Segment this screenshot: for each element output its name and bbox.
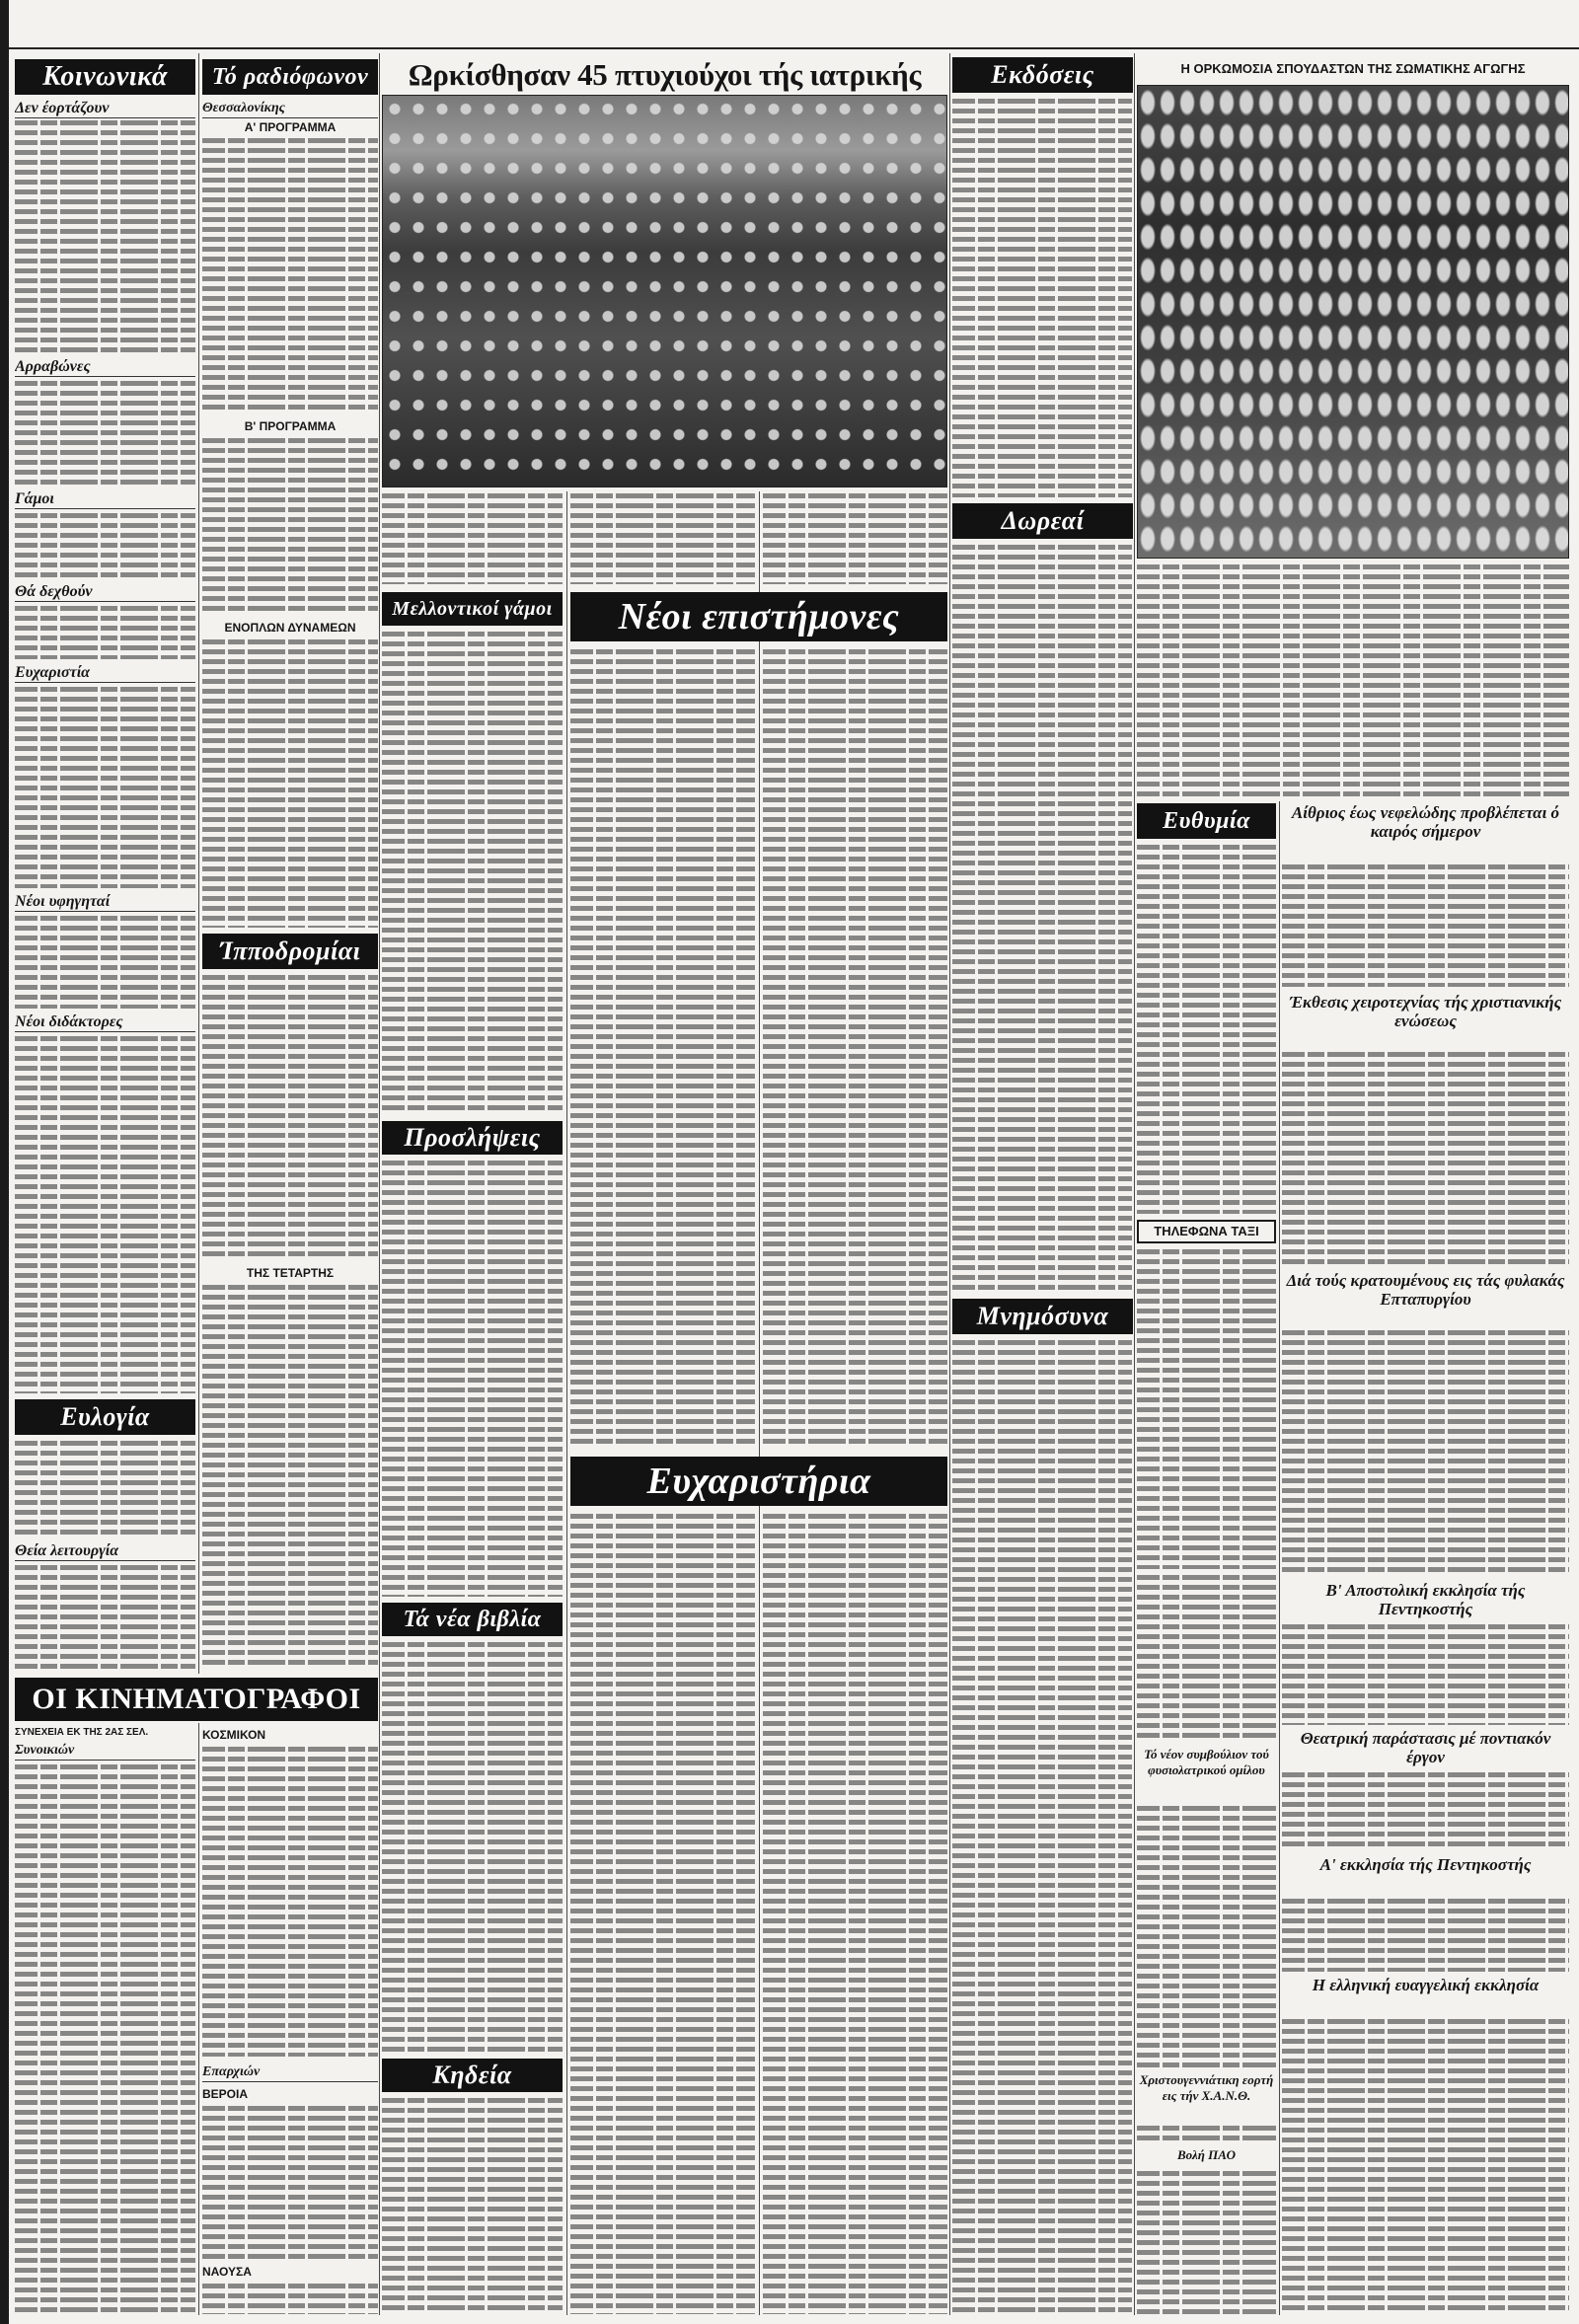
social-banner: Κοινωνικά: [15, 59, 195, 95]
column-rule: [198, 53, 199, 1674]
taxi-phones-title: ΤΗΛΕΦΩΝΑ ΤΑΞΙ: [1137, 1220, 1276, 1243]
not-celebrating-heading: Δεν έορτάζουν: [15, 99, 195, 118]
wednesday-heading: ΤΗΣ ΤΕΤΑΡΤΗΣ: [246, 1266, 335, 1280]
article-text: [1282, 864, 1569, 987]
program-a-heading: Α' ΠΡΟΓΡΑΜΜΑ: [244, 120, 337, 134]
races-banner: Ίπποδρομίαι: [202, 934, 378, 969]
new-doctors-heading: Νέοι διδάκτορες: [15, 1012, 195, 1032]
prisoners-heading: Διά τούς κρατουμένους εις τάς φυλακάς Επταπυργίου: [1286, 1271, 1565, 1309]
council-heading: Τό νέον συμβούλιον τού φυσιολατρικού ομίλου: [1144, 1747, 1269, 1777]
article-text: [382, 493, 563, 584]
cinemas-banner: ΟΙ ΚΙΝΗΜΑΤΟΓΡΑΦΟΙ: [15, 1678, 378, 1721]
liturgy-heading: Θεία λειτουργία: [15, 1541, 195, 1561]
article-text: [382, 2098, 563, 2314]
b-church-heading: Β' Αποστολική εκκλησία τής Πεντηκοστής: [1325, 1581, 1526, 1618]
article-text: [1282, 1624, 1569, 1725]
graduates-photo: [382, 95, 947, 487]
thanks-heading: Ευχαριστία: [15, 663, 195, 683]
city-veroia: ΒΕΡΟΙΑ: [202, 2087, 249, 2101]
neighborhoods-heading: Συνοικιών: [15, 1741, 195, 1761]
cinema-listing-text: [202, 2284, 378, 2314]
radio-listing-text: [202, 138, 378, 414]
article-text: [1282, 1772, 1569, 1851]
article-text: [15, 381, 195, 486]
article-text: [1137, 1806, 1276, 2068]
funeral-banner: Κηδεία: [382, 2059, 563, 2092]
thanks-banner: Ευχαριστήρια: [570, 1457, 947, 1506]
photo-caption-text: [1137, 564, 1569, 797]
article-text: [1282, 1899, 1569, 1972]
continued-note: ΣΥΝΕΧΕΙΑ ΕΚ ΤΗΣ 2ΑΣ ΣΕΛ.: [15, 1727, 149, 1738]
article-text: [15, 916, 195, 1009]
article-text: [763, 649, 947, 1449]
radio-banner: Τό ραδιόφωνον: [202, 59, 378, 95]
article-text: [1282, 2019, 1569, 2314]
article-text: [952, 1340, 1132, 2314]
city-naousa: ΝΑΟΥΣΑ: [202, 2265, 252, 2279]
article-text: [570, 1514, 755, 2314]
column-rule: [379, 53, 380, 2315]
weather-heading: Αίθριος έως νεφελώδης προβλέπεται ό καιρός σήμερον: [1291, 803, 1560, 841]
article-text: [570, 493, 755, 584]
blessing-banner: Ευλογία: [15, 1399, 195, 1435]
article-text: [15, 1036, 195, 1393]
dances-banner: Ευθυμία: [1137, 803, 1276, 839]
receptions-heading: Θά δεχθούν: [15, 582, 195, 602]
armed-forces-heading: ΕΝΟΠΛΩΝ ΔΥΝΑΜΕΩΝ: [224, 621, 356, 635]
christmas-heading: Χριστουγεννιάτικη εορτή εις τήν Χ.Α.Ν.Θ.: [1139, 2072, 1274, 2103]
article-text: [15, 606, 195, 659]
hirings-banner: Προσλήψεις: [382, 1121, 563, 1155]
program-b-heading: Β' ΠΡΟΓΡΑΜΜΑ: [244, 419, 337, 433]
radio-listing-text: [202, 438, 378, 616]
column-rule: [1134, 53, 1135, 2315]
article-text: [952, 545, 1132, 1293]
article-text: [1282, 1052, 1569, 1267]
engagements-heading: Αρραβώνες: [15, 357, 195, 377]
article-text: [15, 513, 195, 578]
column-rule: [198, 1723, 199, 2315]
top-rule: [9, 47, 1579, 49]
column-rule: [759, 491, 760, 2315]
scan-edge: [0, 0, 9, 2324]
theatre-heading: Θεατρική παράστασις μέ ποντιακόν έργον: [1300, 1729, 1551, 1766]
donations-banner: Δωρεαί: [952, 503, 1133, 539]
cinema-listing-text: [202, 2106, 378, 2260]
article-text: [15, 1565, 195, 1670]
article-text: [15, 1441, 195, 1536]
cinema-listing-text: [202, 1747, 378, 2057]
column-rule: [1279, 801, 1280, 2315]
memorials-banner: Μνημόσυνα: [952, 1299, 1133, 1334]
cinema-listing-text: [15, 1764, 195, 2314]
article-text: [570, 649, 755, 1449]
shooting-heading: Βολή ΠΑΟ: [1177, 2147, 1236, 2162]
right-photo-title: Η ΟΡΚΩΜΟΣΙΑ ΣΠΟΥΔΑΣΤΩΝ ΤΗΣ ΣΩΜΑΤΙΚΗΣ ΑΓΩΓΗΣ: [1180, 61, 1526, 76]
future-weddings-banner: Μελλοντικοί γάμοι: [382, 592, 563, 626]
editions-banner: Εκδόσεις: [952, 57, 1133, 93]
exhibition-heading: Έκθεσις χειροτεχνίας τής χριστιανικής ενώσεως: [1289, 993, 1562, 1030]
article-text: [1137, 2171, 1276, 2314]
article-text: [382, 632, 563, 1115]
races-text: [202, 1285, 378, 1670]
main-headline: Ωρκίσθησαν 45 πτυχιούχοι τής ιατρικής: [408, 57, 922, 92]
provinces-heading: Επαρχιών: [202, 2062, 378, 2082]
article-text: [1137, 2126, 1276, 2143]
article-text: [382, 1642, 563, 2053]
radio-station-heading: Θεσσαλονίκης: [202, 99, 378, 118]
article-text: [15, 120, 195, 353]
radio-listing-text: [202, 639, 378, 928]
a-church-heading: Α' εκκλησία τής Πεντηκοστής: [1319, 1855, 1532, 1874]
new-lecturers-heading: Νέοι υφηγηταί: [15, 892, 195, 912]
evangelical-heading: Η ελληνική ευαγγελική εκκλησία: [1312, 1976, 1540, 1994]
new-scientists-banner: Νέοι επιστήμονες: [570, 592, 947, 641]
column-rule: [949, 53, 950, 2315]
races-text: [202, 975, 378, 1261]
students-photo: [1137, 85, 1569, 559]
cinema-name: ΚΟΣΜΙΚΟΝ: [202, 1728, 266, 1742]
article-text: [763, 493, 947, 584]
article-text: [763, 1514, 947, 2314]
article-text: [952, 99, 1132, 497]
article-text: [1137, 845, 1276, 1214]
weddings-heading: Γάμοι: [15, 489, 195, 509]
article-text: [382, 1161, 563, 1597]
article-text: [1282, 1330, 1569, 1577]
article-text: [1137, 1575, 1276, 1743]
books-banner: Τά νέα βιβλία: [382, 1603, 563, 1636]
column-rule: [566, 491, 567, 2315]
article-text: [15, 687, 195, 888]
taxi-phones-list: [1137, 1249, 1276, 1569]
